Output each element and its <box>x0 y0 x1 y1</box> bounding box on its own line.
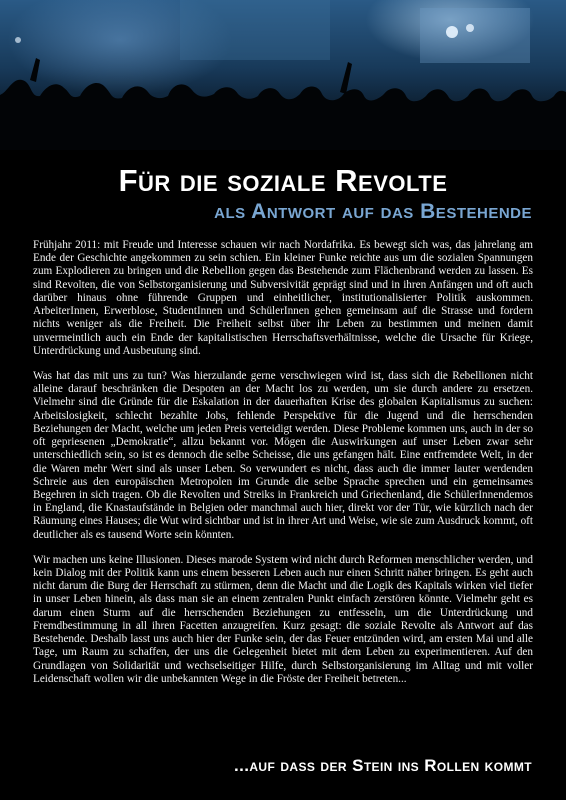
paragraph-1: Frühjahr 2011: mit Freude und Interesse schauen wir nach Nordafrika. Es bewegt sich was, das jahrelang am Ende der Geschichte angekommen zu sein schien. Ein kleiner Funke reichte aus um die sozialen Spannungen zum Explodieren zu bringen und die Rebellion gegen das Bestehende zum Flächenbrand werden zu lassen. Es sind Revolten, die von Selbstorganisierung und Subversivität geprägt sind und in ihren Anfängen und oft auch darüber hinaus ohne führende Gruppen und einheitlicher, institutionalisierter Politik auskommen. ArbeiterInnen, Erwerblose, StudentInnen und SchülerInnen gehen gemeinsam auf die Strasse und fordern nichts weniger als die Freiheit. Die Freiheit selbst über ihr Leben zu bestimmen und meinen damit unvermeintlich auch ein Ende der kapitalistischen Herrschaftsverhältnisse, welche die Ursache für Kriege, Unterdrückung und Ausbeutung sind. <box>33 239 533 357</box>
closing-slogan: ...auf dass der Stein ins Rollen kommt <box>234 756 532 775</box>
body-text <box>33 239 533 698</box>
crowd-silhouette <box>0 0 566 150</box>
crowd-photo <box>0 0 566 150</box>
main-title: Für die soziale Revolte <box>118 163 448 198</box>
paragraph-2: Was hat das mit uns zu tun? Was hierzulande gerne verschwiegen wird ist, dass sich die Rebellionen nicht alleine darauf beschränken die Despoten an der Macht los zu werden, um sie durch andere zu ersetzen. Vielmehr sind die Gründe für die Eskalation in der dauerhaften Krise des globalen Kapitalismus zu suchen: Arbeitslosigkeit, schlecht bezahlte Jobs, fehlende Perspektive für die Jugend und die herrschenden Beziehungen der Macht, welche um jeden Preis verteidigt werden. Diese Probleme kommen uns, auch in der so oft gepriesenen „Demokratie“, allzu bekannt vor. Mögen die Auswirkungen auf unser Leben zwar sehr unterschiedlich sein, so ist es dennoch die selbe Scheisse, die uns gefangen hält. Eine entfremdete Welt, in der die Waren mehr Wert sind als unser Leben. So verwundert es nicht, dass auch die immer lauter werdenden Schreie aus den europäischen Metropolen im Grunde die selbe Sprache sprechen und ein gemeinsames Begehren in sich tragen. Ob die Revolten und Streiks in Frankreich und Griechenland, die SchülerInnendemos in England, die Knastaufstände in Belgien oder manchmal auch hier, direkt vor der Tür, wie kürzlich nach der Räumung eines Hauses; die Wut wird sichtbar und ist in ihrer Art und Weise, wie sie zum Ausdruck kommt, oft deutlicher als es tausend Worte sein könnten. <box>33 369 533 541</box>
subtitle: als Antwort auf das Bestehende <box>214 200 532 223</box>
paragraph-3: Wir machen uns keine Illusionen. Dieses marode System wird nicht durch Reformen menschlicher werden, und kein Dialog mit der Politik kann uns einem besseren Leben auch nur einen Schritt näher bringen. Es geht auch nicht darum die Burg der Herrschaft zu stürmen, denn die Macht und die Logik des Kapitals wirken viel tiefer in unser Leben hinein, als dass man sie an einem zentralen Punkt einfach zerstören könnte. Vielmehr geht es darum einen Sturm auf die herrschenden Beziehungen zu entfesseln, um die Unterdrückung und Fremdbestimmung in all ihren Facetten anzugreifen. Kurz gesagt: die soziale Revolte als Antwort auf das Bestehende. Deshalb lasst uns auch hier der Funke sein, der das Feuer entzünden wird, am ersten Mai und alle Tage, um Raum zu schaffen, der uns die Gelegenheit bietet mit dem Leben zu experimentieren. Auf den Grundlagen von Solidarität und wechselseitiger Hilfe, durch Selbstorganisierung im Alltag und mit voller Leidenschaft wollen wir die unbekannten Wege in die Fröste der Freiheit betreten... <box>33 553 533 685</box>
